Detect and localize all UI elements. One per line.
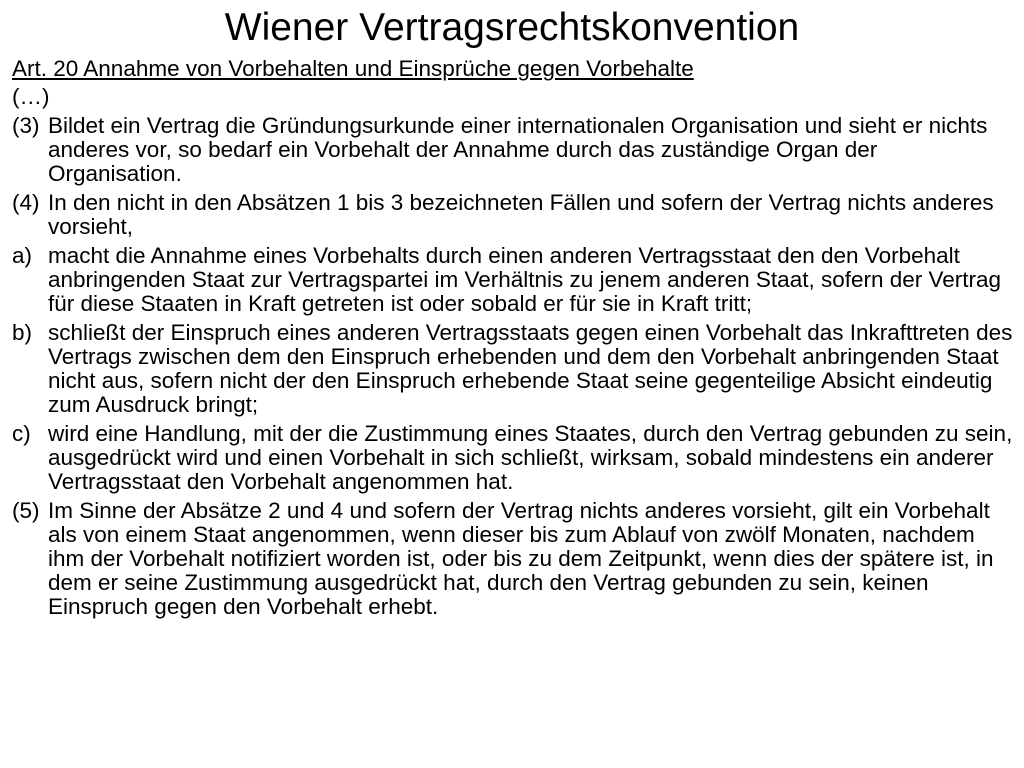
paragraph-label: (4): [12, 190, 40, 215]
paragraph-5: [12, 499, 1016, 619]
article-heading: Art. 20 Annahme von Vorbehalten und Einsprüche gegen Vorbehalte: [12, 56, 694, 81]
page-title: Wiener Vertragsrechtskonvention: [224, 6, 800, 49]
subparagraph-c: [12, 422, 1016, 494]
omission-marker: (…): [12, 84, 50, 109]
subparagraph-text: macht die Annahme eines Vorbehalts durch einen anderen Vertragsstaat den den Vorbehalt anbringenden Staat zur Vertragspartei im Verhältnis zu jenem anderen Staat, sofern der Vertrag für diese Staaten in Kraft getreten ist oder sobald er für sie in Kraft tritt;: [48, 243, 1002, 316]
paragraph-label: (3): [12, 113, 40, 138]
subparagraph-label: c): [12, 421, 31, 446]
subparagraph-a: [12, 244, 1016, 316]
paragraph-4: [12, 191, 1016, 239]
paragraph-text: Im Sinne der Absätze 2 und 4 und sofern der Vertrag nichts anderes vorsieht, gilt ein Vorbehalt als von einem Staat angenommen, wenn dieser bis zum Ablauf von zwölf Monaten, nachdem ihm der Vorbehalt notifiziert worden ist, oder bis zu dem Zeitpunkt, wenn dies der spätere ist, in dem er seine Zustimmung ausgedrückt hat, durch den Vertrag gebunden zu sein, keinen Einspruch gegen den Vorbehalt erhebt.: [48, 498, 994, 619]
subparagraph-label: b): [12, 320, 33, 345]
paragraph-label: (5): [12, 498, 40, 523]
paragraph-3: [12, 114, 1016, 186]
subparagraph-text: wird eine Handlung, mit der die Zustimmung eines Staates, durch den Vertrag gebunden zu sein, ausgedrückt wird und einen Vorbehalt in sich schließt, wirksam, sobald mindestens ein anderer Vertragsstaat den Vorbehalt angenommen hat.: [48, 421, 1013, 494]
subparagraph-text: schließt der Einspruch eines anderen Vertragsstaats gegen einen Vorbehalt das Inkrafttreten des Vertrags zwischen dem den Einspruch erhebenden und dem den Vorbehalt anbringenden Staat nicht aus, sofern nicht der den Einspruch erhebende Staat seine gegenteilige Absicht eindeutig zum Ausdruck bringt;: [48, 320, 1013, 417]
slide-body: [12, 57, 1016, 624]
paragraph-text: Bildet ein Vertrag die Gründungsurkunde einer internationalen Organisation und sieht er nichts anderes vor, so bedarf ein Vorbehalt der Annahme durch das zuständige Organ der Organisation.: [48, 113, 988, 186]
paragraph-text: In den nicht in den Absätzen 1 bis 3 bezeichneten Fällen und sofern der Vertrag nichts anderes vorsieht,: [48, 190, 994, 239]
subparagraph-label: a): [12, 243, 33, 268]
subparagraph-b: [12, 321, 1016, 417]
